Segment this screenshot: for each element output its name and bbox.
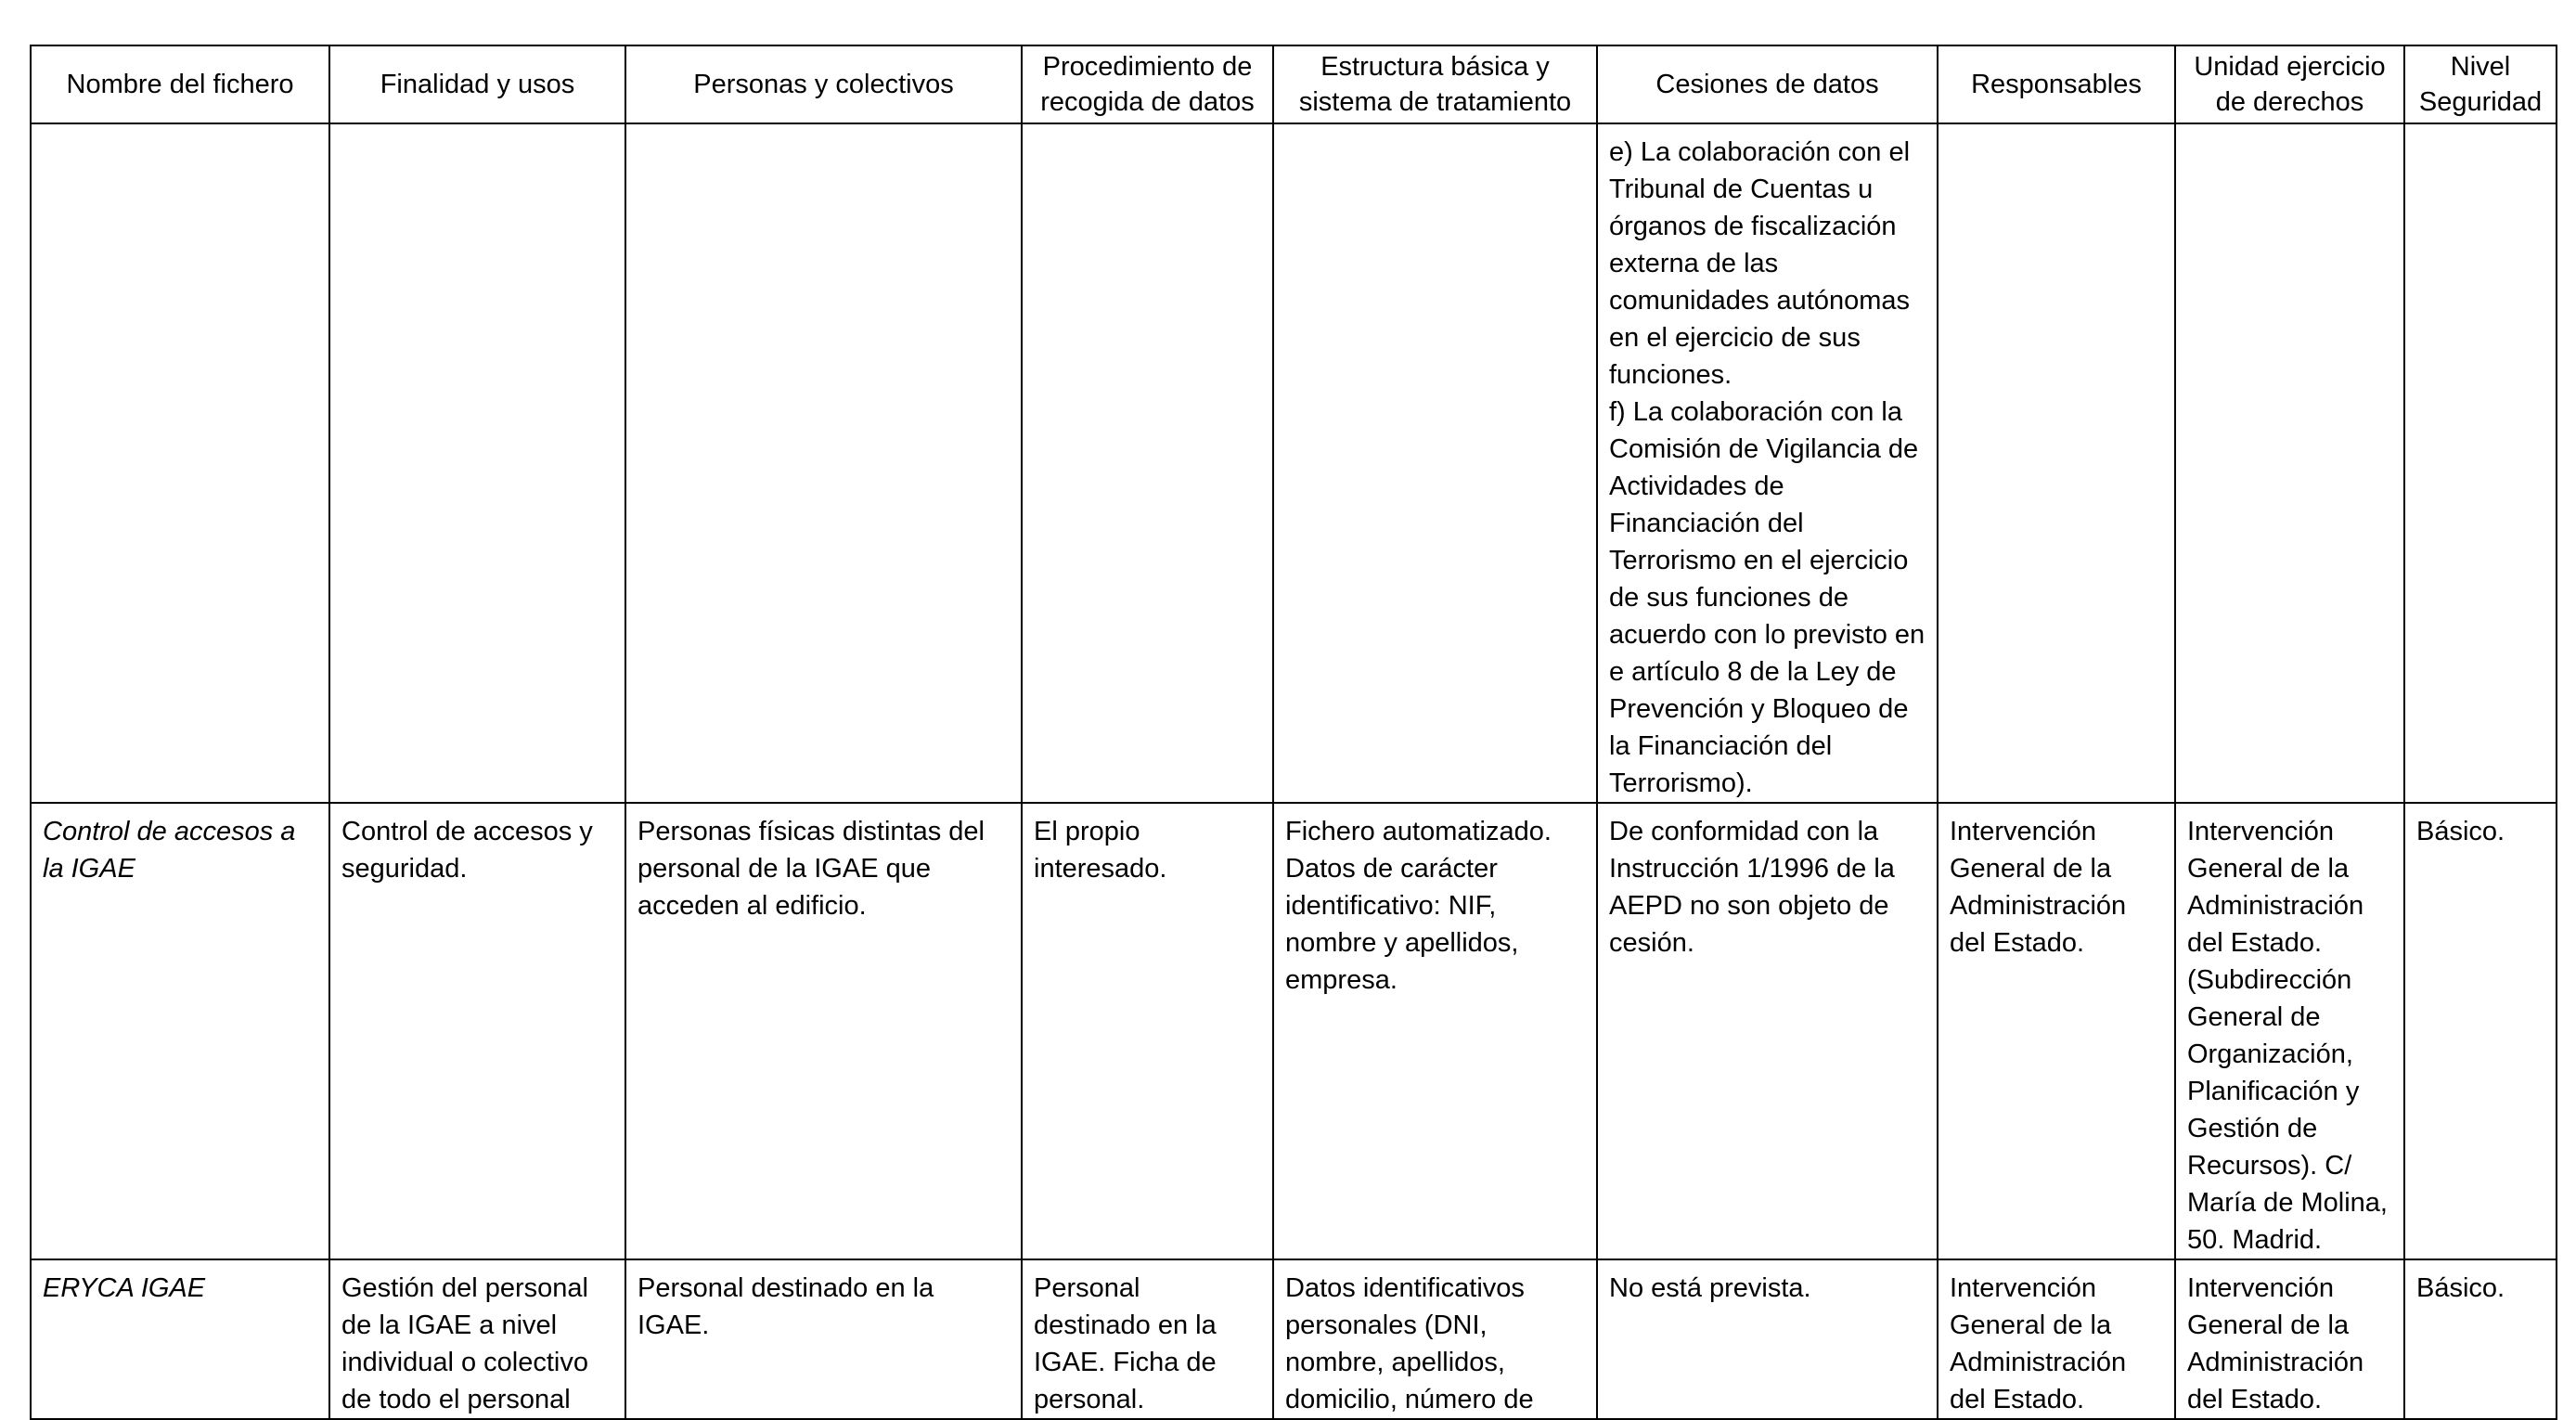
header-procedimiento-recogida: Procedimiento de recogida de datos [1022,45,1273,123]
cell-procedimiento-recogida: El propio interesado. [1022,803,1273,1259]
cell-personas-colectivos [625,123,1022,803]
table-row [31,123,2557,803]
cell-unidad-ejercicio-derechos [2175,123,2404,803]
header-estructura-basica: Estructura básica y sistema de tratamiento [1273,45,1597,123]
cell-unidad-ejercicio-derechos: Intervención General de la Administración del Estado. (Subdirección General de Organización, Planificación y Gestión de Recursos). C/ María de Molina, 50. Madrid. [2175,803,2404,1259]
cell-responsables: Intervención General de la Administración del Estado. [1938,803,2175,1259]
cell-unidad-ejercicio-derechos: Intervención General de la Administración del Estado. [2175,1259,2404,1419]
cell-cesiones-datos: No está prevista. [1597,1259,1938,1419]
cell-cesiones-datos: De conformidad con la Instrucción 1/1996 de la AEPD no son objeto de cesión. [1597,803,1938,1259]
cell-finalidad-usos [329,123,625,803]
cell-nivel-seguridad [2404,123,2557,803]
cell-finalidad-usos: Control de accesos y seguridad. [329,803,625,1259]
header-nivel-seguridad: Nivel Seguridad [2404,45,2557,123]
table-row [31,803,2557,1259]
cell-estructura-basica: Fichero automatizado. Datos de carácter identificativo: NIF, nombre y apellidos, empresa. [1273,803,1597,1259]
cell-nombre-fichero: ERYCA IGAE [31,1259,329,1419]
table-header-row [31,45,2557,123]
cell-nombre-fichero: Control de accesos a la IGAE [31,803,329,1259]
header-personas-colectivos: Personas y colectivos [625,45,1022,123]
table-row [31,1259,2557,1419]
cell-personas-colectivos: Personas físicas distintas del personal de la IGAE que acceden al edificio. [625,803,1022,1259]
cell-cesiones-datos: e) La colaboración con el Tribunal de Cuentas u órganos de fiscalización externa de las comunidades autónomas en el ejercicio de sus funciones. f) La colaboración con la Comisión de Vigilancia de Actividades de Financiación del Terrorismo en el ejercicio de sus funciones de acuerdo con lo previsto en e artículo 8 de la Ley de Prevención y Bloqueo de la Financiación del Terrorismo). [1597,123,1938,803]
cell-personas-colectivos: Personal destinado en la IGAE. [625,1259,1022,1419]
cell-nivel-seguridad: Básico. [2404,1259,2557,1419]
cell-procedimiento-recogida: Personal destinado en la IGAE. Ficha de personal. [1022,1259,1273,1419]
header-responsables: Responsables [1938,45,2175,123]
header-finalidad-usos: Finalidad y usos [329,45,625,123]
cell-procedimiento-recogida [1022,123,1273,803]
header-unidad-ejercicio-derechos: Unidad ejercicio de derechos [2175,45,2404,123]
cell-estructura-basica: Datos identificativos personales (DNI, nombre, apellidos, domicilio, número de [1273,1259,1597,1419]
cell-responsables [1938,123,2175,803]
cell-responsables: Intervención General de la Administración del Estado. [1938,1259,2175,1419]
cell-nombre-fichero [31,123,329,803]
cell-finalidad-usos: Gestión del personal de la IGAE a nivel individual o colectivo de todo el personal [329,1259,625,1419]
header-cesiones-datos: Cesiones de datos [1597,45,1938,123]
data-files-table [30,45,2557,1420]
cell-estructura-basica [1273,123,1597,803]
header-nombre-fichero: Nombre del fichero [31,45,329,123]
cell-nivel-seguridad: Básico. [2404,803,2557,1259]
